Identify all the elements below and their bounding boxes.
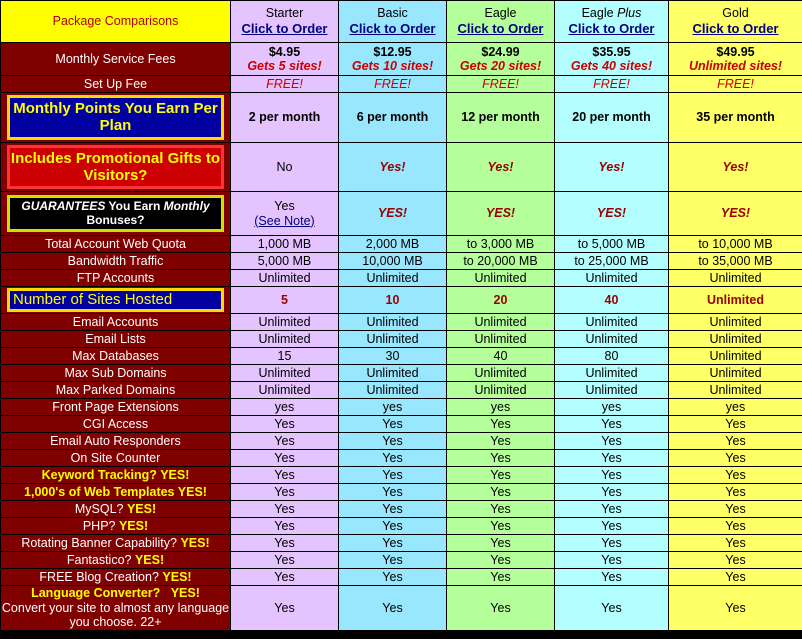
- cell-bandwidth-traffic-basic: 10,000 MB: [339, 253, 447, 270]
- price-basic: $12.95 Gets 10 sites!: [339, 43, 447, 76]
- cell-total-account-web-quota-basic: 2,000 MB: [339, 236, 447, 253]
- guarantee-eagle: YES!: [447, 192, 555, 236]
- row-label-keyword-tracking: Keyword Tracking? YES!: [1, 467, 231, 484]
- cell-total-account-web-quota-gold: to 10,000 MB: [669, 236, 802, 253]
- guarantees-box: GUARANTEES You Earn Monthly Bonuses?: [7, 195, 224, 233]
- cell-email-auto-responders-eagle-plus: Yes: [555, 433, 669, 450]
- row-label-email-accounts: Email Accounts: [1, 314, 231, 331]
- cell-max-sub-domains-basic: Unlimited: [339, 365, 447, 382]
- points-gold: 35 per month: [669, 93, 802, 143]
- plan-header-eagle-plus: Eagle Plus Click to Order: [555, 1, 669, 43]
- sites-eagle: 20: [447, 287, 555, 314]
- row-label-email-lists: Email Lists: [1, 331, 231, 348]
- cell-max-parked-domains-eagle: Unlimited: [447, 382, 555, 399]
- page-title: Package Comparisons: [1, 1, 231, 43]
- cell-php-starter: Yes: [231, 518, 339, 535]
- points-basic: 6 per month: [339, 93, 447, 143]
- order-link-eagle[interactable]: Click to Order: [457, 20, 544, 36]
- cell-email-lists-gold: Unlimited: [669, 331, 802, 348]
- sites-eagle-plus: 40: [555, 287, 669, 314]
- plan-header-basic: Basic Click to Order: [339, 1, 447, 43]
- cell-rotating-banner-capability-starter: Yes: [231, 535, 339, 552]
- cell-email-accounts-eagle: Unlimited: [447, 314, 555, 331]
- cell-1-000-s-of-web-templates-eagle: Yes: [447, 484, 555, 501]
- sites-starter: 5: [231, 287, 339, 314]
- cell-max-sub-domains-eagle-plus: Unlimited: [555, 365, 669, 382]
- cell-1-000-s-of-web-templates-basic: Yes: [339, 484, 447, 501]
- cell-max-databases-eagle-plus: 80: [555, 348, 669, 365]
- cell-max-parked-domains-basic: Unlimited: [339, 382, 447, 399]
- row-label-on-site-counter: On Site Counter: [1, 450, 231, 467]
- row-label-promo: [1, 142, 231, 192]
- sites-basic: 10: [339, 287, 447, 314]
- plan-header-eagle: Eagle Click to Order: [447, 1, 555, 43]
- cell-free-blog-creation-gold: Yes: [669, 569, 802, 586]
- cell-fantastico-basic: Yes: [339, 552, 447, 569]
- cell-cgi-access-starter: Yes: [231, 416, 339, 433]
- cell-front-page-extensions-basic: yes: [339, 399, 447, 416]
- cell-email-lists-eagle: Unlimited: [447, 331, 555, 348]
- cell-front-page-extensions-starter: yes: [231, 399, 339, 416]
- order-link-gold[interactable]: Click to Order: [692, 20, 779, 36]
- cell-on-site-counter-eagle: Yes: [447, 450, 555, 467]
- cell-ftp-accounts-eagle-plus: Unlimited: [555, 270, 669, 287]
- cell-free-blog-creation-eagle: Yes: [447, 569, 555, 586]
- row-label-sites-hosted: [1, 287, 231, 314]
- row-label-total-account-web-quota: Total Account Web Quota: [1, 236, 231, 253]
- row-label-max-parked-domains: Max Parked Domains: [1, 382, 231, 399]
- cell-max-parked-domains-starter: Unlimited: [231, 382, 339, 399]
- cell-max-databases-gold: Unlimited: [669, 348, 802, 365]
- cell-total-account-web-quota-starter: 1,000 MB: [231, 236, 339, 253]
- cell-rotating-banner-capability-eagle: Yes: [447, 535, 555, 552]
- cell-max-databases-eagle: 40: [447, 348, 555, 365]
- cell-front-page-extensions-gold: yes: [669, 399, 802, 416]
- guarantee-gold: YES!: [669, 192, 802, 236]
- cell-email-lists-eagle-plus: Unlimited: [555, 331, 669, 348]
- promo-eagle: Yes!: [447, 142, 555, 192]
- row-label-guarantees: [1, 192, 231, 236]
- promo-box: Includes Promotional Gifts to Visitors?: [7, 145, 224, 190]
- points-eagle: 12 per month: [447, 93, 555, 143]
- row-label-ftp-accounts: FTP Accounts: [1, 270, 231, 287]
- cell-bandwidth-traffic-starter: 5,000 MB: [231, 253, 339, 270]
- price-gold: $49.95 Unlimited sites!: [669, 43, 802, 76]
- language-eagle: Yes: [447, 586, 555, 631]
- cell-php-gold: Yes: [669, 518, 802, 535]
- price-eagle: $24.99 Gets 20 sites!: [447, 43, 555, 76]
- cell-free-blog-creation-basic: Yes: [339, 569, 447, 586]
- cell-email-auto-responders-basic: Yes: [339, 433, 447, 450]
- cell-max-sub-domains-eagle: Unlimited: [447, 365, 555, 382]
- price-starter: $4.95 Gets 5 sites!: [231, 43, 339, 76]
- cell-front-page-extensions-eagle-plus: yes: [555, 399, 669, 416]
- cell-cgi-access-basic: Yes: [339, 416, 447, 433]
- row-label-points: [1, 93, 231, 143]
- language-basic: Yes: [339, 586, 447, 631]
- row-label-bandwidth-traffic: Bandwidth Traffic: [1, 253, 231, 270]
- cell-on-site-counter-eagle-plus: Yes: [555, 450, 669, 467]
- cell-email-accounts-gold: Unlimited: [669, 314, 802, 331]
- cell-mysql-gold: Yes: [669, 501, 802, 518]
- cell-php-eagle-plus: Yes: [555, 518, 669, 535]
- cell-keyword-tracking-starter: Yes: [231, 467, 339, 484]
- cell-mysql-eagle-plus: Yes: [555, 501, 669, 518]
- language-gold: Yes: [669, 586, 802, 631]
- promo-eagle-plus: Yes!: [555, 142, 669, 192]
- cell-cgi-access-eagle: Yes: [447, 416, 555, 433]
- row-label-1-000-s-of-web-templates: 1,000's of Web Templates YES!: [1, 484, 231, 501]
- guarantee-starter: Yes (See Note): [231, 192, 339, 236]
- plan-header-gold: Gold Click to Order: [669, 1, 802, 43]
- setup-fee-gold: FREE!: [669, 76, 802, 93]
- cell-rotating-banner-capability-eagle-plus: Yes: [555, 535, 669, 552]
- cell-on-site-counter-gold: Yes: [669, 450, 802, 467]
- cell-ftp-accounts-eagle: Unlimited: [447, 270, 555, 287]
- cell-ftp-accounts-gold: Unlimited: [669, 270, 802, 287]
- cell-email-accounts-starter: Unlimited: [231, 314, 339, 331]
- cell-email-auto-responders-gold: Yes: [669, 433, 802, 450]
- cell-fantastico-gold: Yes: [669, 552, 802, 569]
- sites-hosted-box: Number of Sites Hosted: [7, 288, 224, 311]
- row-label-mysql: MySQL? YES!: [1, 501, 231, 518]
- cell-ftp-accounts-basic: Unlimited: [339, 270, 447, 287]
- row-label-language: Language Converter? YES! Convert your site to almost any language you choose. 22+: [1, 586, 230, 630]
- promo-gold: Yes!: [669, 142, 802, 192]
- cell-front-page-extensions-eagle: yes: [447, 399, 555, 416]
- guarantee-basic: YES!: [339, 192, 447, 236]
- cell-php-basic: Yes: [339, 518, 447, 535]
- guarantee-eagle-plus: YES!: [555, 192, 669, 236]
- cell-1-000-s-of-web-templates-eagle-plus: Yes: [555, 484, 669, 501]
- cell-ftp-accounts-starter: Unlimited: [231, 270, 339, 287]
- cell-mysql-basic: Yes: [339, 501, 447, 518]
- language-eagle-plus: Yes: [555, 586, 669, 631]
- row-label-rotating-banner-capability: Rotating Banner Capability? YES!: [1, 535, 231, 552]
- cell-mysql-starter: Yes: [231, 501, 339, 518]
- cell-mysql-eagle: Yes: [447, 501, 555, 518]
- cell-max-databases-starter: 15: [231, 348, 339, 365]
- cell-email-auto-responders-eagle: Yes: [447, 433, 555, 450]
- cell-email-lists-basic: Unlimited: [339, 331, 447, 348]
- cell-bandwidth-traffic-eagle-plus: to 25,000 MB: [555, 253, 669, 270]
- cell-keyword-tracking-gold: Yes: [669, 467, 802, 484]
- cell-fantastico-eagle: Yes: [447, 552, 555, 569]
- cell-bandwidth-traffic-gold: to 35,000 MB: [669, 253, 802, 270]
- price-eagle-plus: $35.95 Gets 40 sites!: [555, 43, 669, 76]
- row-label-monthly-fees: Monthly Service Fees: [1, 43, 231, 76]
- cell-max-parked-domains-gold: Unlimited: [669, 382, 802, 399]
- cell-free-blog-creation-eagle-plus: Yes: [555, 569, 669, 586]
- points-starter: 2 per month: [231, 93, 339, 143]
- cell-free-blog-creation-starter: Yes: [231, 569, 339, 586]
- points-eagle-plus: 20 per month: [555, 93, 669, 143]
- sites-gold: Unlimited: [669, 287, 802, 314]
- order-link-basic[interactable]: Click to Order: [349, 20, 436, 36]
- row-label-max-sub-domains: Max Sub Domains: [1, 365, 231, 382]
- cell-cgi-access-gold: Yes: [669, 416, 802, 433]
- cell-keyword-tracking-eagle-plus: Yes: [555, 467, 669, 484]
- cell-max-parked-domains-eagle-plus: Unlimited: [555, 382, 669, 399]
- cell-email-accounts-eagle-plus: Unlimited: [555, 314, 669, 331]
- cell-max-databases-basic: 30: [339, 348, 447, 365]
- cell-on-site-counter-starter: Yes: [231, 450, 339, 467]
- setup-fee-basic: FREE!: [339, 76, 447, 93]
- cell-max-sub-domains-starter: Unlimited: [231, 365, 339, 382]
- cell-1-000-s-of-web-templates-starter: Yes: [231, 484, 339, 501]
- cell-email-lists-starter: Unlimited: [231, 331, 339, 348]
- cell-total-account-web-quota-eagle-plus: to 5,000 MB: [555, 236, 669, 253]
- cell-fantastico-eagle-plus: Yes: [555, 552, 669, 569]
- promo-starter: No: [231, 142, 339, 192]
- promo-basic: Yes!: [339, 142, 447, 192]
- row-label-front-page-extensions: Front Page Extensions: [1, 399, 231, 416]
- cell-rotating-banner-capability-gold: Yes: [669, 535, 802, 552]
- setup-fee-eagle: FREE!: [447, 76, 555, 93]
- row-label-email-auto-responders: Email Auto Responders: [1, 433, 231, 450]
- row-label-max-databases: Max Databases: [1, 348, 231, 365]
- order-link-eagle-plus[interactable]: Click to Order: [568, 20, 655, 36]
- cell-on-site-counter-basic: Yes: [339, 450, 447, 467]
- cell-max-sub-domains-gold: Unlimited: [669, 365, 802, 382]
- row-label-fantastico: Fantastico? YES!: [1, 552, 231, 569]
- row-label-free-blog-creation: FREE Blog Creation? YES!: [1, 569, 231, 586]
- cell-bandwidth-traffic-eagle: to 20,000 MB: [447, 253, 555, 270]
- language-starter: Yes: [231, 586, 339, 631]
- cell-1-000-s-of-web-templates-gold: Yes: [669, 484, 802, 501]
- plan-header-starter: Starter Click to Order: [231, 1, 339, 43]
- see-note-link[interactable]: (See Note): [254, 213, 315, 228]
- cell-keyword-tracking-eagle: Yes: [447, 467, 555, 484]
- cell-fantastico-starter: Yes: [231, 552, 339, 569]
- row-label-setup-fee: Set Up Fee: [1, 76, 231, 93]
- cell-php-eagle: Yes: [447, 518, 555, 535]
- cell-email-auto-responders-starter: Yes: [231, 433, 339, 450]
- cell-email-accounts-basic: Unlimited: [339, 314, 447, 331]
- row-label-php: PHP? YES!: [1, 518, 231, 535]
- cell-rotating-banner-capability-basic: Yes: [339, 535, 447, 552]
- order-link-starter[interactable]: Click to Order: [241, 20, 328, 36]
- points-box: Monthly Points You Earn Per Plan: [7, 95, 224, 140]
- cell-cgi-access-eagle-plus: Yes: [555, 416, 669, 433]
- setup-fee-eagle-plus: FREE!: [555, 76, 669, 93]
- cell-keyword-tracking-basic: Yes: [339, 467, 447, 484]
- setup-fee-starter: FREE!: [231, 76, 339, 93]
- cell-total-account-web-quota-eagle: to 3,000 MB: [447, 236, 555, 253]
- row-label-cgi-access: CGI Access: [1, 416, 231, 433]
